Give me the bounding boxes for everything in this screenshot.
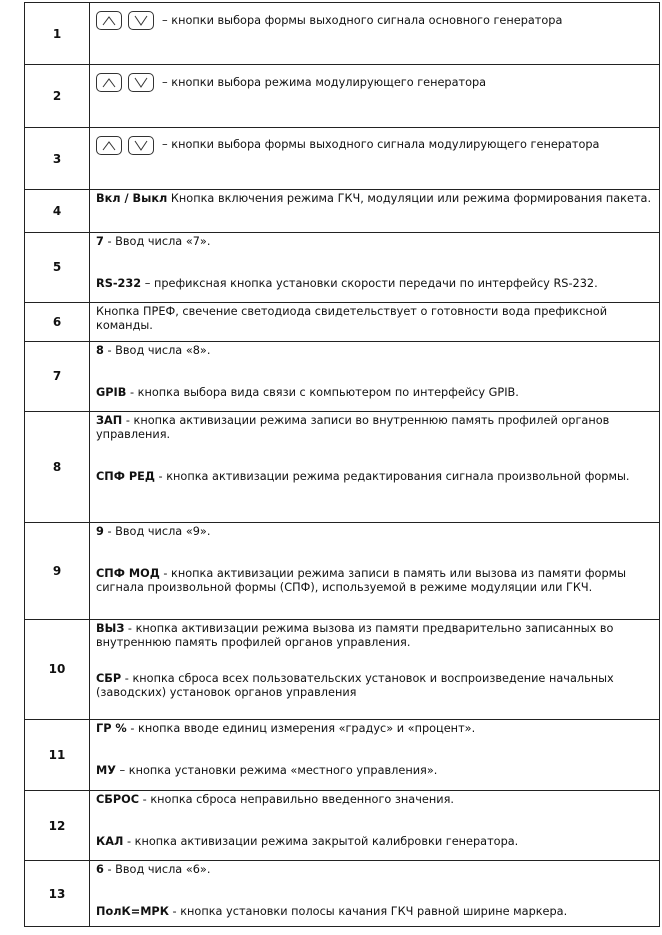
table-row xyxy=(25,619,660,720)
button-pair xyxy=(96,136,653,155)
key-text: Кнопка включения режима ГКЧ, модуляции или режима формирования пакета. xyxy=(167,192,652,206)
key-text: - кнопка активизации режима записи во внутреннюю память профилей органов управления. xyxy=(96,414,610,442)
table-row xyxy=(25,412,660,523)
key-name: СБР xyxy=(96,671,122,685)
row-number: 4 xyxy=(25,190,90,232)
key-text: - кнопка активизации режима редактирования сигнала произвольной формы. xyxy=(154,470,630,484)
key-text: - кнопка сброса всех пользовательских установок и воспроизведение начальных (заводских) установок органов управления xyxy=(96,671,614,699)
table-row xyxy=(25,720,660,791)
chevron-up-icon xyxy=(102,140,116,151)
row-description xyxy=(90,720,660,791)
table-row xyxy=(25,190,660,232)
button-pair xyxy=(96,11,653,30)
up-button xyxy=(96,136,122,155)
key-text: - кнопка выбора вида связи с компьютером по интерфейсу GPIB. xyxy=(126,385,519,399)
row-number: 7 xyxy=(25,341,90,412)
key-text: Кнопка ПРЕФ, свечение светодиода свидетельствует о готовности вода префиксной команды. xyxy=(96,305,608,333)
row-description xyxy=(90,190,660,232)
row-number: 5 xyxy=(25,232,90,303)
row-description xyxy=(90,861,660,927)
key-name: СПФ РЕД xyxy=(96,470,155,484)
row-text: – кнопки выбора формы выходного сигнала основного генератора xyxy=(162,13,563,27)
down-button xyxy=(128,136,154,155)
button-pair xyxy=(96,73,653,92)
key-name: ЗАП xyxy=(96,414,123,428)
row-description xyxy=(90,412,660,523)
row-text: – кнопки выбора формы выходного сигнала модулирующего генератора xyxy=(162,138,600,152)
key-text: - кнопка активизации режима записи в память или вызова из памяти формы сигнала произвольной формы (СПФ), используемой в режиме модуляции или ГКЧ. xyxy=(96,566,627,594)
chevron-up-icon xyxy=(102,15,116,26)
row-number: 13 xyxy=(25,861,90,927)
key-text: - кнопка установки полосы качания ГКЧ равной ширине маркера. xyxy=(168,905,568,919)
table-row xyxy=(25,790,660,861)
up-button xyxy=(96,11,122,30)
chevron-down-icon xyxy=(134,77,148,88)
key-text: - Ввод числа «6». xyxy=(103,863,211,877)
key-name: RS-232 xyxy=(96,276,142,290)
key-text: - Ввод числа «7». xyxy=(103,234,211,248)
table-row xyxy=(25,232,660,303)
up-button xyxy=(96,73,122,92)
key-name: МУ xyxy=(96,764,116,778)
row-description xyxy=(90,619,660,720)
key-name: 8 xyxy=(96,343,104,357)
key-name: ГР % xyxy=(96,722,127,736)
table-row xyxy=(25,341,660,412)
key-text: - кнопка активизации режима вызова из памяти предварительно записанных во внутреннюю память профилей органов управления. xyxy=(96,621,614,649)
row-text: – кнопки выбора режима модулирующего генератора xyxy=(162,75,487,89)
description-table xyxy=(24,2,660,927)
row-description xyxy=(90,790,660,861)
key-name: 7 xyxy=(96,234,104,248)
key-text: - кнопка вводе единиц измерения «градус» и «процент». xyxy=(126,722,476,736)
row-description xyxy=(90,232,660,303)
row-number: 9 xyxy=(25,522,90,619)
chevron-down-icon xyxy=(134,140,148,151)
key-text: - Ввод числа «8». xyxy=(103,343,211,357)
key-name: 9 xyxy=(96,524,104,538)
key-text: - кнопка сброса неправильно введенного значения. xyxy=(139,792,454,806)
chevron-up-icon xyxy=(102,77,116,88)
key-name: КАЛ xyxy=(96,834,124,848)
row-description xyxy=(90,341,660,412)
row-number: 11 xyxy=(25,720,90,791)
down-button xyxy=(128,73,154,92)
row-number: 3 xyxy=(25,127,90,189)
key-name: GPIB xyxy=(96,385,127,399)
down-button xyxy=(128,11,154,30)
table-row xyxy=(25,303,660,341)
key-text: - Ввод числа «9». xyxy=(103,524,211,538)
key-name: ВЫЗ xyxy=(96,621,125,635)
table-row xyxy=(25,65,660,127)
table-row xyxy=(25,3,660,65)
row-description xyxy=(90,3,660,65)
key-text: – кнопка установки режима «местного управления». xyxy=(115,764,438,778)
table-row xyxy=(25,127,660,189)
row-description xyxy=(90,127,660,189)
key-name: СПФ МОД xyxy=(96,566,160,580)
row-number: 12 xyxy=(25,790,90,861)
key-name: 6 xyxy=(96,863,104,877)
row-description xyxy=(90,303,660,341)
key-name: ПолК=МРК xyxy=(96,905,169,919)
key-text: - кнопка активизации режима закрытой калибровки генератора. xyxy=(123,834,519,848)
table-row xyxy=(25,861,660,927)
row-number: 6 xyxy=(25,303,90,341)
row-description xyxy=(90,522,660,619)
row-number: 10 xyxy=(25,619,90,720)
chevron-down-icon xyxy=(134,15,148,26)
key-name: Вкл / Выкл xyxy=(96,192,168,206)
row-number: 8 xyxy=(25,412,90,523)
row-description xyxy=(90,65,660,127)
row-number: 1 xyxy=(25,3,90,65)
row-number: 2 xyxy=(25,65,90,127)
key-text: – префиксная кнопка установки скорости передачи по интерфейсу RS-232. xyxy=(141,276,598,290)
table-row xyxy=(25,522,660,619)
key-name: СБРОС xyxy=(96,792,140,806)
